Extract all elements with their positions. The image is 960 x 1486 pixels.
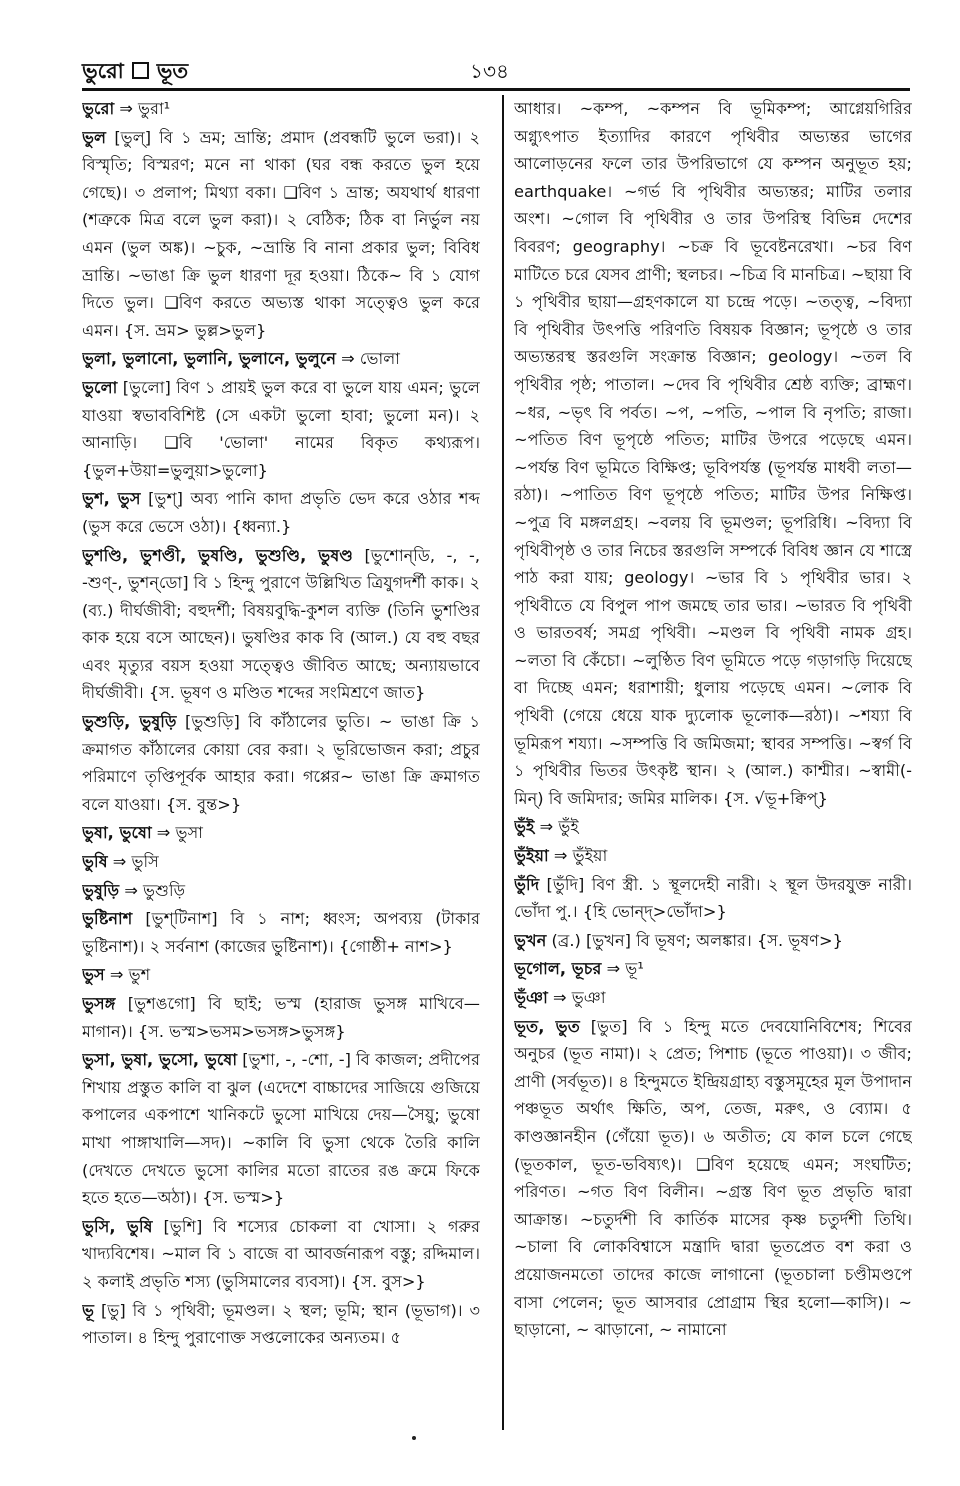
entry-headword: ভূত, ভুত <box>514 1016 580 1036</box>
dictionary-entry <box>82 708 480 818</box>
entry-headword: ভুষুড়ি <box>82 880 120 900</box>
entry-definition: [ভুশা, -, -শো, -] বি কাজল; প্রদীপের শিখায় প্রস্তুত কালি বা ঝুল (এদেশে বাচ্চাদের সাজিয়ে গুজিয়ে কপালের একপাশে খানিকটে ভুসো মাখিয়ে দেয়—সৈয়ু; ভুষো মাখা পাঙ্গাখালি—সদ)। ~কালি বি ভুসা থেকে তৈরি কালি (দেখতে দেখতে ভুসো কালির মতো রাতের রঙ ক্রমে ফিকে হতে হতে—অঠা)। {স. ভস্ম>} <box>82 1050 480 1208</box>
dictionary-entry <box>514 1013 912 1344</box>
entry-definition: [ভুশোন্‌ডি, -, -, -শুণ্-, ভুশন্‌ডো] বি ১ হিন্দু পুরাণে উল্লিখিত ত্রিযুগদর্শী কাক। ২ (ব্য.) দীর্ঘজীবী; বহুদর্শী; বিষয়বুদ্ধি-কুশল ব্যক্তি (তিনি ভুশণ্ডির কাক হয়ে বসে আছেন)। ভুষণ্ডির কাক বি (আল.) যে বহু বছর এবং মৃত্যুর বয়স হওয়া সত্ত্বেও জীবিত আছে; অন্যায়ভাবে দীর্ঘজীবী। {স. ভূষণ ও মণ্ডিত শব্দের সংমিশ্রণে জাত} <box>82 545 480 703</box>
entry-definition: [ভু] বি ১ পৃথিবী; ভূমণ্ডল। ২ স্থল; ভূমি; স্থান (ভূভাগ)। ৩ পাতাল। ৪ হিন্দু পুরাণোক্ত সপ্তলোকের অন্যতম। ৫ <box>82 1300 480 1348</box>
entry-definition: ⇒ ভুশুড়ি <box>119 880 186 900</box>
entry-headword: ভুরো <box>82 99 115 118</box>
entry-definition: [ভুশঙগো] বি ছাই; ভস্ম (হারাজ ভুসঙ্গ মাখিবে—মাগান)। {স. ভস্ম>ভসম>ভসঙ্গ>ভুসঙ্গ} <box>82 994 480 1041</box>
entry-definition: [ভুশ্] অব্য পানি কাদা প্রভৃতি ভেদ করে ওঠার শব্দ (ভুস করে ভেসে ওঠা)। {ধ্বন্যা.} <box>82 489 480 536</box>
entry-headword: ভুস <box>82 965 105 985</box>
entry-headword: ভুষ্টিনাশ <box>82 909 133 929</box>
entry-definition: [ভুশুড়ি] বি কাঁঠালের ভুতি। ~ ভাঙা ক্রি ১ ক্রমাগত কাঁঠালের কোয়া বের করা। ২ ভূরিভোজন করা; প্রচুর পরিমাণে তৃপ্তিপূর্বক আহার করা। গপ্পের~ ভাঙা ক্রি ক্রমাগত বলে যাওয়া। {স. বুন্ত>} <box>82 712 480 814</box>
right-column <box>514 95 912 1430</box>
dictionary-entry <box>82 1297 480 1352</box>
guide-words <box>82 55 188 90</box>
dictionary-entry <box>82 848 480 876</box>
entry-definition: ⇒ ভুরা¹ <box>114 99 171 118</box>
page-dot <box>412 1436 416 1440</box>
entry-definition: [ভুশ্‌টিনাশ] বি ১ নাশ; ধ্বংস; অপব্যয় (টাকার ভুষ্টিনাশ)। ২ সর্বনাশ (কাজের ভুষ্টিনাশ)। {গোষ্ঠী+ নাশ>} <box>82 909 480 956</box>
dictionary-entry <box>514 955 912 983</box>
entry-headword: ভুঁদি <box>514 874 540 894</box>
page-number: ১৩৪ <box>470 59 509 83</box>
dictionary-entry <box>82 95 480 123</box>
dictionary-entry <box>82 1213 480 1296</box>
dictionary-entry <box>514 871 912 926</box>
dictionary-entry <box>82 961 480 989</box>
dictionary-entry <box>82 374 480 484</box>
entry-headword: ভুলো <box>82 377 118 397</box>
entry-headword: ভুখন <box>514 930 547 950</box>
dictionary-entry <box>82 877 480 905</box>
dictionary-entry <box>82 124 480 345</box>
entry-definition: ⇒ ভূ¹ <box>601 959 644 979</box>
entry-definition: আধার। ~কম্প, ~কম্পন বি ভূমিকম্প; আগ্নেয়গিরির অগ্ন্যুৎপাত ইত্যাদির কারণে পৃথিবীর অভ্যন্তর ভাগের আলোড়নের ফলে তার উপরিভাগে যে কম্পন অনুভূত হয়; earthquake। ~গর্ভ বি পৃথিবীর অভ্যন্তর; মাটির তলার অংশ। ~গোল বি পৃথিবীর ও তার উপরিস্থ বিভিন্ন দেশের বিবরণ; geography। ~চক্র বি ভূবেষ্টনরেখা। ~চর বিণ মাটিতে চরে যেসব প্রাণী; স্থলচর। ~চিত্র বি মানচিত্র। ~ছায়া বি ১ পৃথিবীর ছায়া—গ্রহণকালে যা চন্দ্রে পড়ে। ~তত্ত্ব, ~বিদ্যা বি পৃথিবীর উৎপত্তি পরিণতি বিষয়ক বিজ্ঞান; ভূপৃষ্ঠে ও তার অভ্যন্তরস্থ স্তরগুলি সংক্রান্ত বিজ্ঞান; geology। ~তল বি পৃথিবীর পৃষ্ঠ; পাতাল। ~দেব বি পৃথিবীর শ্রেষ্ঠ ব্যক্তি; ব্রাহ্মণ। ~ধর, ~ভৃৎ বি পর্বত। ~প, ~পতি, ~পাল বি নৃপতি; রাজা। ~পতিত বিণ ভূপৃষ্ঠে পতিত; মাটির উপরে পড়েছে এমন। ~পর্যন্ত বিণ ভূমিতে বিক্ষিপ্ত; ভূবিপর্যস্ত (ভূপর্যন্ত মাধবী লতা—রঠা)। ~পাতিত বিণ ভূপৃষ্ঠে পতিত; মাটির উপর নিক্ষিপ্ত। ~পুত্র বি মঙ্গলগ্রহ। ~বলয় বি ভূমণ্ডল; ভূপরিধি। ~বিদ্যা বি পৃথিবীপৃষ্ঠ ও তার নিচের স্তরগুলি সম্পর্কে বিবিধ জ্ঞান যে শাস্ত্রে পাঠ করা যায়; geology। ~ভার বি ১ পৃথিবীর ভার। ২ পৃথিবীতে যে বিপুল পাপ জমছে তার ভার। ~ভারত বি পৃথিবী ও ভারতবর্ষ; সমগ্র পৃথিবী। ~মণ্ডল বি পৃথিবী নামক গ্রহ। ~লতা বি কেঁচো। ~লুণ্ঠিত বিণ ভূমিতে পড়ে গড়াগড়ি দিয়েছে বা দিচ্ছে এমন; ধরাশায়ী; ধুলায় পড়েছে এমন। ~লোক বি পৃথিবী (গেয়ে ধেয়ে যাক দ্যুলোক ভূলোক—রঠা)। ~শয্যা বি ভূমিরূপ শয্যা। ~সম্পত্তি বি জমিজমা; স্থাবর সম্পত্তি। ~স্বর্গ বি ১ পৃথিবীর ভিতর উৎকৃষ্ট স্থান। ২ (আল.) কাশ্মীর। ~স্বামী(-মিন্) বি জমিদার; জমির মালিক। {স. √ভূ+ক্বিপ্} <box>514 99 912 808</box>
entry-headword: ভুসি, ভুষি <box>82 1216 153 1236</box>
dictionary-entry <box>514 842 912 870</box>
entry-definition: ⇒ ভুসি <box>107 852 159 872</box>
entry-headword: ভুশ, ভুস <box>82 489 141 509</box>
dictionary-entry <box>82 905 480 960</box>
dictionary-entry <box>82 345 480 373</box>
dictionary-entry <box>82 819 480 847</box>
entry-headword: ভূঁঞা <box>514 988 548 1007</box>
entry-headword: ভুষি <box>82 852 108 872</box>
column-divider <box>502 95 504 1430</box>
entry-headword: ভুল <box>82 127 107 147</box>
dictionary-entry <box>514 95 912 812</box>
header-rule <box>82 88 910 91</box>
entry-headword: ভূ <box>82 1300 95 1320</box>
entry-headword: ভুশুড়ি, ভুষুড়ি <box>82 712 177 732</box>
entry-definition: ⇒ ভুঁই <box>534 817 579 837</box>
entry-definition: [ভুত] বি ১ হিন্দু মতে দেবযোনিবিশেষ; শিবের অনুচর (ভূত নামা)। ২ প্রেত; পিশাচ (ভূতে পাওয়া)। ৩ জীব; প্রাণী (সর্বভূত)। ৪ হিন্দুমতে ইন্দ্রিয়গ্রাহ্য বস্তুসমূহের মূল উপাদান পঞ্চভূত অর্থাৎ ক্ষিতি, অপ, তেজ, মরুৎ, ও ব্যোম। ৫ কাণ্ডজ্ঞানহীন (গেঁয়ো ভূত)। ৬ অতীত; যে কাল চলে গেছে (ভূতকাল, ভূত-ভবিষ্যৎ)। ❑বিণ হয়েছে এমন; সংঘটিত; পরিণত। ~গত বিণ বিলীন। ~গ্রস্ত বিণ ভূত প্রভৃতি দ্বারা আক্রান্ত। ~চতুর্দশী বি কার্তিক মাসের কৃষ্ণ চতুর্দশী তিথি। ~চালা বি লোকবিশ্বাসে মন্ত্রাদি দ্বারা ভূতপ্রেত বশ করা ও প্রয়োজনমতো তাদের কাজে লাগানো (ভূতচালা চণ্ডীমণ্ডপে বাসা পেলেন; ভূত আসবার প্রোগ্রাম স্থির হলো—কাসি)। ~ ছাড়ানো, ~ ঝাড়ানো, ~ নামানো <box>514 1016 912 1340</box>
dictionary-entry <box>82 542 480 708</box>
entry-definition: [ভুঁদি] বিণ স্ত্রী. ১ স্থূলদেহী নারী। ২ স্থূল উদরযুক্ত নারী। ভোঁদা পু.। {হি ভোন্দ্>ভোঁদা>} <box>514 874 912 922</box>
entry-definition: [ভুশি] বি শস্যের চোকলা বা খোসা। ২ গরুর খাদ্যবিশেষ। ~মাল বি ১ বাজে বা আবর্জনারূপ বস্তু; রদ্দিমাল। ২ কলাই প্রভৃতি শস্য (ভুসিমালের ব্যবসা)। {স. বুস>} <box>82 1216 480 1291</box>
entry-definition: ⇒ ভুঁইয়া <box>548 846 608 866</box>
entry-definition: ⇒ ভোলা <box>336 349 400 369</box>
guide-word-first: ভুরো <box>82 59 124 83</box>
entry-definition: [ভুলো] বিণ ১ প্রায়ই ভুল করে বা ভুলে যায় এমন; ভুলে যাওয়া স্বভাববিশিষ্ট (সে একটা ভুলো হাবা; ভুলো মন)। ২ আনাড়ি। ❑বি 'ভোলা' নামের বিকৃত কথ্যরূপ। {ভুল+উয়া=ভুলুয়া>ভুলো} <box>82 377 480 480</box>
dictionary-entry <box>82 1046 480 1212</box>
entry-definition: ⇒ ভুশ <box>104 965 151 985</box>
entry-definition: [ভুল্] বি ১ ভ্রম; ভ্রান্তি; প্রমাদ (প্রবন্ধটি ভুলে ভরা)। ২ বিস্মৃতি; বিস্মরণ; মনে না থাকা (ঘর বন্ধ করতে ভুল হয়ে গেছে)। ৩ প্রলাপ; মিথ্যা বকা। ❑বিণ ১ ভ্রান্ত; অযথার্থ ধারণা (শত্রুকে মিত্র বলে ভুল করা)। ২ বেঠিক; ঠিক বা নির্ভুল নয় এমন (ভুল অঙ্ক)। ~চুক, ~ভ্রান্তি বি নানা প্রকার ভুল; বিবিধ ভ্রান্তি। ~ভাঙা ক্রি ভুল ধারণা দূর হওয়া। ঠিকে~ বি ১ যোগ দিতে ভুল। ❑বিণ করতে অভ্যস্ত থাকা সত্ত্বেও ভুল করে এমন। {স. ভ্রম> ভুল্ল>ভুল} <box>82 127 480 340</box>
page-header <box>82 55 910 89</box>
entry-headword: ভুষা, ভুষো <box>82 823 152 843</box>
entry-headword: ভুঁইয়া <box>514 846 549 866</box>
entry-headword: ভূগোল, ভূচর <box>514 959 602 979</box>
entry-definition: ⇒ ভুসা <box>151 823 203 843</box>
left-column <box>82 95 480 1430</box>
entry-headword: ভুঁই <box>514 817 535 837</box>
entry-headword: ভুলা, ভুলানো, ভুলানি, ভুলানে, ভুলুনে <box>82 349 337 369</box>
entry-headword: ভুসঙ্গ <box>82 994 116 1013</box>
dictionary-entry <box>514 984 912 1012</box>
entry-headword: ভুশণ্ডি, ভুশণ্ডী, ভুষণ্ডি, ভুশুণ্ডি, ভুষণ্ড <box>82 545 353 565</box>
dictionary-entry <box>514 927 912 955</box>
dictionary-entry <box>514 813 912 841</box>
entry-definition: ⇒ ভুঞা <box>547 988 606 1007</box>
guide-word-last: ভূত <box>156 59 189 83</box>
entry-headword: ভুসা, ভুষা, ভুসো, ভুষো <box>82 1050 238 1070</box>
dictionary-entry <box>82 990 480 1045</box>
entry-definition: (ব্র.) [ভুখন] বি ভূষণ; অলঙ্কার। {স. ভূষণ>} <box>546 930 843 950</box>
dictionary-entry <box>82 485 480 540</box>
separator-box-icon <box>132 62 149 79</box>
